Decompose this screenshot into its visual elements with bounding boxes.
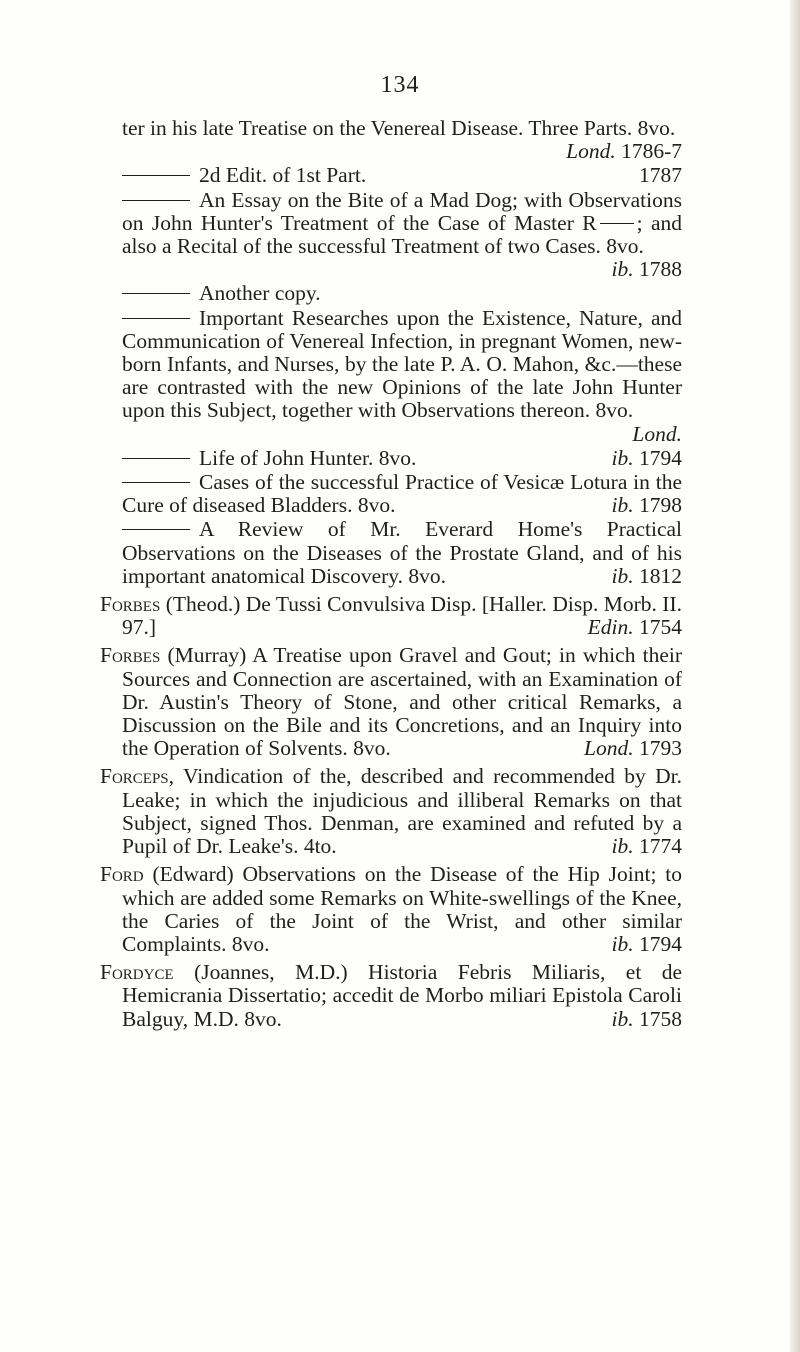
entry-2d-edit: 2d Edit. of 1st Part. 1787 xyxy=(100,164,682,187)
entry-important-researches: Important Researches upon the Existence, Nature, and Communication of Venereal Infection, in pregnant Women, new-born Infants, and Nurses, by the late P. A. O. Mahon, &c.—these are contrasted with the new Opinions of the late John Hunter upon this Subject, together with Observations thereon. 8vo. Lond. xyxy=(122,305,682,446)
entry-review-home: A Review of Mr. Everard Home's Practical Observations on the Diseases of the Prostate Gland, and of his important anatomical Discovery. 8vo. ib. 1812 xyxy=(122,517,682,588)
entry-another-copy: Another copy. xyxy=(100,282,682,305)
page-number: 134 xyxy=(380,72,420,98)
entry-forbes-murray: Forbes (Murray) A Treatise upon Gravel and Gout; in which their Sources and Connection are ascertained, with an Examination of Dr. Austin's Theory of Stone, and other critical Remarks, a Discussion on the Bile and its Concretions, and an Inquiry into the Operation of Solvents. 8vo. Lond. 1793 xyxy=(100,643,682,761)
entry-essay-mad-dog: An Essay on the Bite of a Mad Dog; with Observations on John Hunter's Treatment of the Case of Master R ; and also a Recital of the successful Treatment of two Cases. 8vo. ib. 1788 xyxy=(122,187,682,282)
entry-forceps: Forceps, Vindication of the, described and recommended by Dr. Leake; in which the injudicious and illiberal Remarks on that Subject, signed Thos. Denman, are examined and refuted by a Pupil of Dr. Leake's. 4to. ib. 1774 xyxy=(100,764,682,859)
entry-life-of-hunter: Life of John Hunter. 8vo. ib. 1794 xyxy=(100,447,682,470)
page-edge xyxy=(790,0,800,1352)
entry-fordyce: Fordyce (Joannes, M.D.) Historia Febris Miliaris, et de Hemicrania Dissertatio; accedit de Morbo miliari Epistola Caroli Balguy, M.D. 8vo. ib. 1758 xyxy=(100,960,683,1031)
catalogue-entries xyxy=(100,117,682,1031)
entry-forbes-theod: Forbes (Theod.) De Tussi Convulsiva Disp. [Haller. Disp. Morb. II. 97.] Edin. 1754 xyxy=(100,592,683,640)
entry-vesicae-lotura: Cases of the successful Practice of Vesicæ Lotura in the Cure of diseased Bladders. 8vo. ib. 1798 xyxy=(122,470,682,518)
entry-ford: Ford (Edward) Observations on the Disease of the Hip Joint; to which are added some Remarks on White-swellings of the Knee, the Caries of the Joint of the Wrist, and other similar Complaints. 8vo. ib. 1794 xyxy=(100,862,683,956)
entry-continuation: ter in his late Treatise on the Venereal Disease. Three Parts. 8vo. Lond. 1786-7 xyxy=(122,116,682,164)
